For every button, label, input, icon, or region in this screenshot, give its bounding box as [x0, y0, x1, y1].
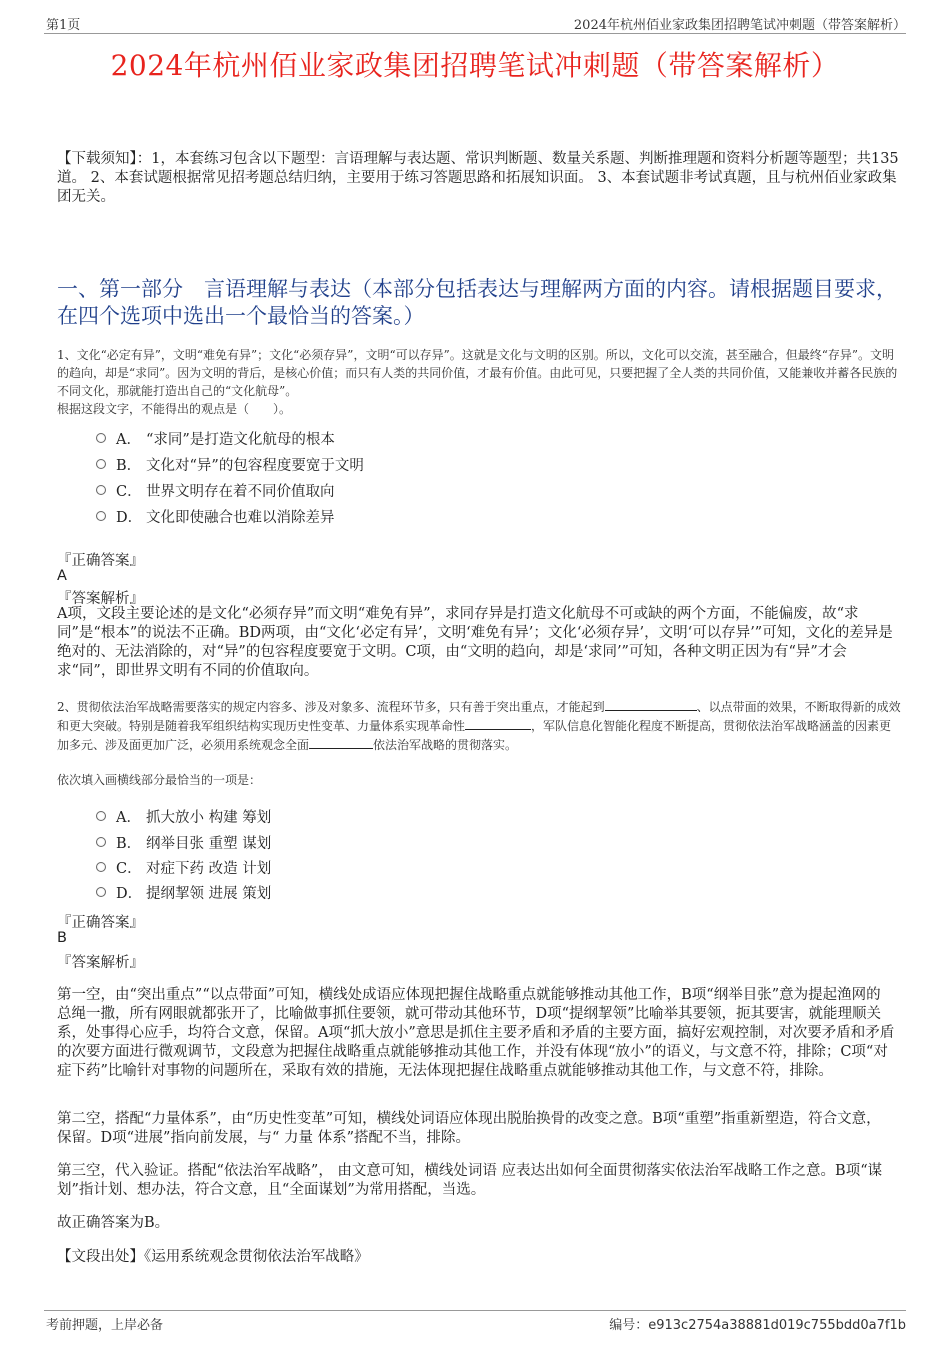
q1-correct-label: 『正确答案』	[57, 553, 144, 569]
page-number: 第1页	[46, 18, 81, 33]
radio-icon[interactable]	[96, 837, 106, 847]
q2-analysis-paragraph-2: 第二空，搭配“力量体系”，由“历史性变革”可知，横线处词语应体现出脱胎换骨的改变之意。B项“重塑”指重新塑造，符合文意，保留。D项“进展”指向前发展，与“ 力量 体系”搭配不当，排除。	[57, 1111, 881, 1146]
q1-analysis: A项，文段主要论述的是文化“必须存异”而文明“难免有异”，求同存异是打造文化航母不可或缺的两个方面，不能偏废，故“求同”是“根本”的说法不正确。BD两项，由“文化‘必定有异’，文明‘难免有异’；文化‘必须存异’，文明‘可以存异’”可知，文化的差异是绝对的、无法消除的，对“异”的包容程度要宽于文明。C项，由“文明的趋向，却是‘求同’”可知，各种文明正因为有“异”才会求“同”，即世界文明有不同的价值取向。	[57, 606, 893, 679]
radio-icon[interactable]	[96, 459, 106, 469]
radio-icon[interactable]	[96, 887, 106, 897]
header-divider	[44, 33, 906, 34]
radio-icon[interactable]	[96, 862, 106, 872]
blank-3	[309, 736, 373, 749]
q1-analysis-label: 『答案解析』	[57, 591, 144, 607]
page-title: 2024年杭州佰业家政集团招聘笔试冲刺题（带答案解析）	[110, 49, 840, 82]
q1-option-a[interactable]: A． “求同”是打造文化航母的根本	[96, 428, 335, 448]
question-1-stem: 1、文化“必定有异”，文明“难免有异”；文化“必须存异”，文明“可以存异”。这就是文化与文明的区别。所以，文化可以交流，甚至融合，但最终“存异”。文明的趋向，却是“求同”。因为文明的背后，是核心价值；而只有人类的共同价值，才最有价值。由此可见，只要把握了全人类的共同价值，又能兼收并蓄各民族的不同文化，那就能打造出自己的“文化航母”。	[57, 348, 898, 398]
q2-option-c[interactable]: C． 对症下药 改造 计划	[96, 857, 271, 877]
section-heading: 一、第一部分 言语理解与表达（本部分包括表达与理解两方面的内容。请根据题目要求，在四个选项中选出一个最恰当的答案。）	[57, 277, 897, 328]
q1-option-b[interactable]: B． 文化对“异”的包容程度要宽于文明	[96, 454, 364, 474]
q1-option-c[interactable]: C． 世界文明存在着不同价值取向	[96, 480, 335, 500]
q2-analysis-label: 『答案解析』	[57, 955, 144, 971]
radio-icon[interactable]	[96, 511, 106, 521]
blank-1	[605, 698, 697, 711]
q1-correct-answer: A	[57, 568, 67, 584]
q2-analysis-paragraph-3: 第三空，代入验证。搭配“依法治军战略”， 由文意可知，横线处词语 应表达出如何全面贯彻落实依法治军战略工作之意。B项“谋划”指计划、想办法，符合文意，且“全面谋划”为常用搭配，当选。	[57, 1163, 883, 1198]
q1-option-d[interactable]: D． 文化即使融合也难以消除差异	[96, 506, 335, 526]
radio-icon[interactable]	[96, 811, 106, 821]
q2-conclusion: 故正确答案为B。	[57, 1215, 170, 1231]
q2-correct-answer: B	[57, 930, 67, 946]
question-2-prompt: 依次填入画横线部分最恰当的一项是：	[57, 773, 262, 787]
question-2-stem: 2、贯彻依法治军战略需要落实的规定内容多、涉及对象多、流程环节多，只有善于突出重点，才能起到 、以点带面的效果，不断取得新的成效和更大突破。特别是随着我军组织结构实现历史性变革、力量体系实现革命性 ，军队信息化智能化程度不断提高，贯彻依法治军战略涵盖的因素更加多元、涉及面更加广泛，必须用系统观念全面 依法治军战略的贯彻落实。	[57, 700, 901, 752]
download-notice: 【下载须知】：1，本套练习包含以下题型：言语理解与表达题、常识判断题、数量关系题、判断推理题和资料分析题等题型；共135道。 2、本套试题根据常见招考题总结归纳，主要用于练习答题思路和拓展知识面。 3、本套试题非考试真题，且与杭州佰业家政集团无关。	[57, 151, 899, 205]
footer-code: 编号：e913c2754a38881d019c755bdd0a7f1b	[609, 1318, 906, 1333]
q2-correct-label: 『正确答案』	[57, 915, 144, 931]
q2-option-b[interactable]: B． 纲举目张 重塑 谋划	[96, 832, 271, 852]
q2-source: 【文段出处】《运用系统观念贯彻依法治军战略》	[57, 1249, 369, 1265]
blank-2	[465, 717, 531, 730]
document-id: e913c2754a38881d019c755bdd0a7f1b	[648, 1318, 906, 1333]
running-title: 2024年杭州佰业家政集团招聘笔试冲刺题（带答案解析）	[573, 18, 906, 33]
question-1-prompt: 根据这段文字，不能得出的观点是（ ）。	[57, 402, 292, 416]
radio-icon[interactable]	[96, 485, 106, 495]
q2-analysis-paragraph-1: 第一空，由“突出重点”“以点带面”可知，横线处成语应体现把握住战略重点就能够推动其他工作，B项“纲举目张”意为提起渔网的总绳一撒，所有网眼就都张开了，比喻做事抓住要领，就可带动其他环节，D项“提纲挈领”比喻举其要领，扼其要害，就能理顺关系，处事得心应手，均符合文意，保留。A项“抓大放小”意思是抓住主要矛盾和矛盾的主要方面，搞好宏观控制，对次要矛盾和矛盾的次要方面进行微观调节，文段意为把握住战略重点就能够推动其他工作，并没有体现“放小”的语义，与文意不符，排除；C项“对症下药”比喻针对事物的问题所在，采取有效的措施，无法体现把握住战略重点就能够推动其他工作，与文意不符，排除。	[57, 987, 895, 1079]
q2-option-d[interactable]: D． 提纲挈领 进展 策划	[96, 882, 271, 902]
footer-slogan: 考前押题，上岸必备	[46, 1318, 164, 1333]
q2-option-a[interactable]: A． 抓大放小 构建 筹划	[96, 806, 271, 826]
radio-icon[interactable]	[96, 433, 106, 443]
footer-divider	[44, 1310, 906, 1311]
